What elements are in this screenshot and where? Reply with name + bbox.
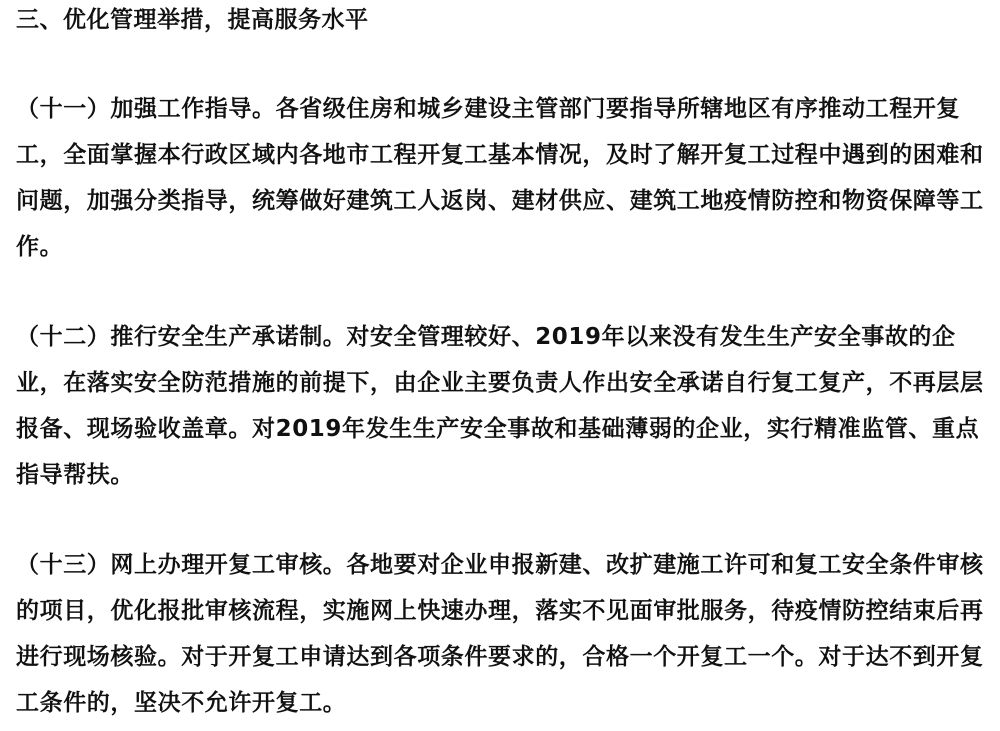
paragraph-13: （十三）网上办理开复工审核。各地要对企业申报新建、改扩建施工许可和复工安全条件审核的项目，优化报批审核流程，实施网上快速办理，落实不见面审批服务，待疫情防控结束后再进行现场核验。对于开复工申请达到各项条件要求的，合格一个开复工一个。对于达不到开复工条件的，坚决不允许开复工。 (16, 552, 984, 716)
paragraph-12: （十二）推行安全生产承诺制。对安全管理较好、2019年以来没有发生生产安全事故的企业，在落实安全防范措施的前提下，由企业主要负责人作出安全承诺自行复工复产，不再层层报备、现场验收盖章。对2019年发生生产安全事故和基础薄弱的企业，实行精准监管、重点指导帮扶。 (16, 324, 984, 488)
section-heading: 三、优化管理举措，提高服务水平 (16, 7, 369, 33)
paragraph-11: （十一）加强工作指导。各省级住房和城乡建设主管部门要指导所辖地区有序推动工程开复工，全面掌握本行政区域内各地市工程开复工基本情况，及时了解开复工过程中遇到的困难和问题，加强分类指导，统筹做好建筑工人返岗、建材供应、建筑工地疫情防控和物资保障等工作。 (16, 96, 984, 260)
